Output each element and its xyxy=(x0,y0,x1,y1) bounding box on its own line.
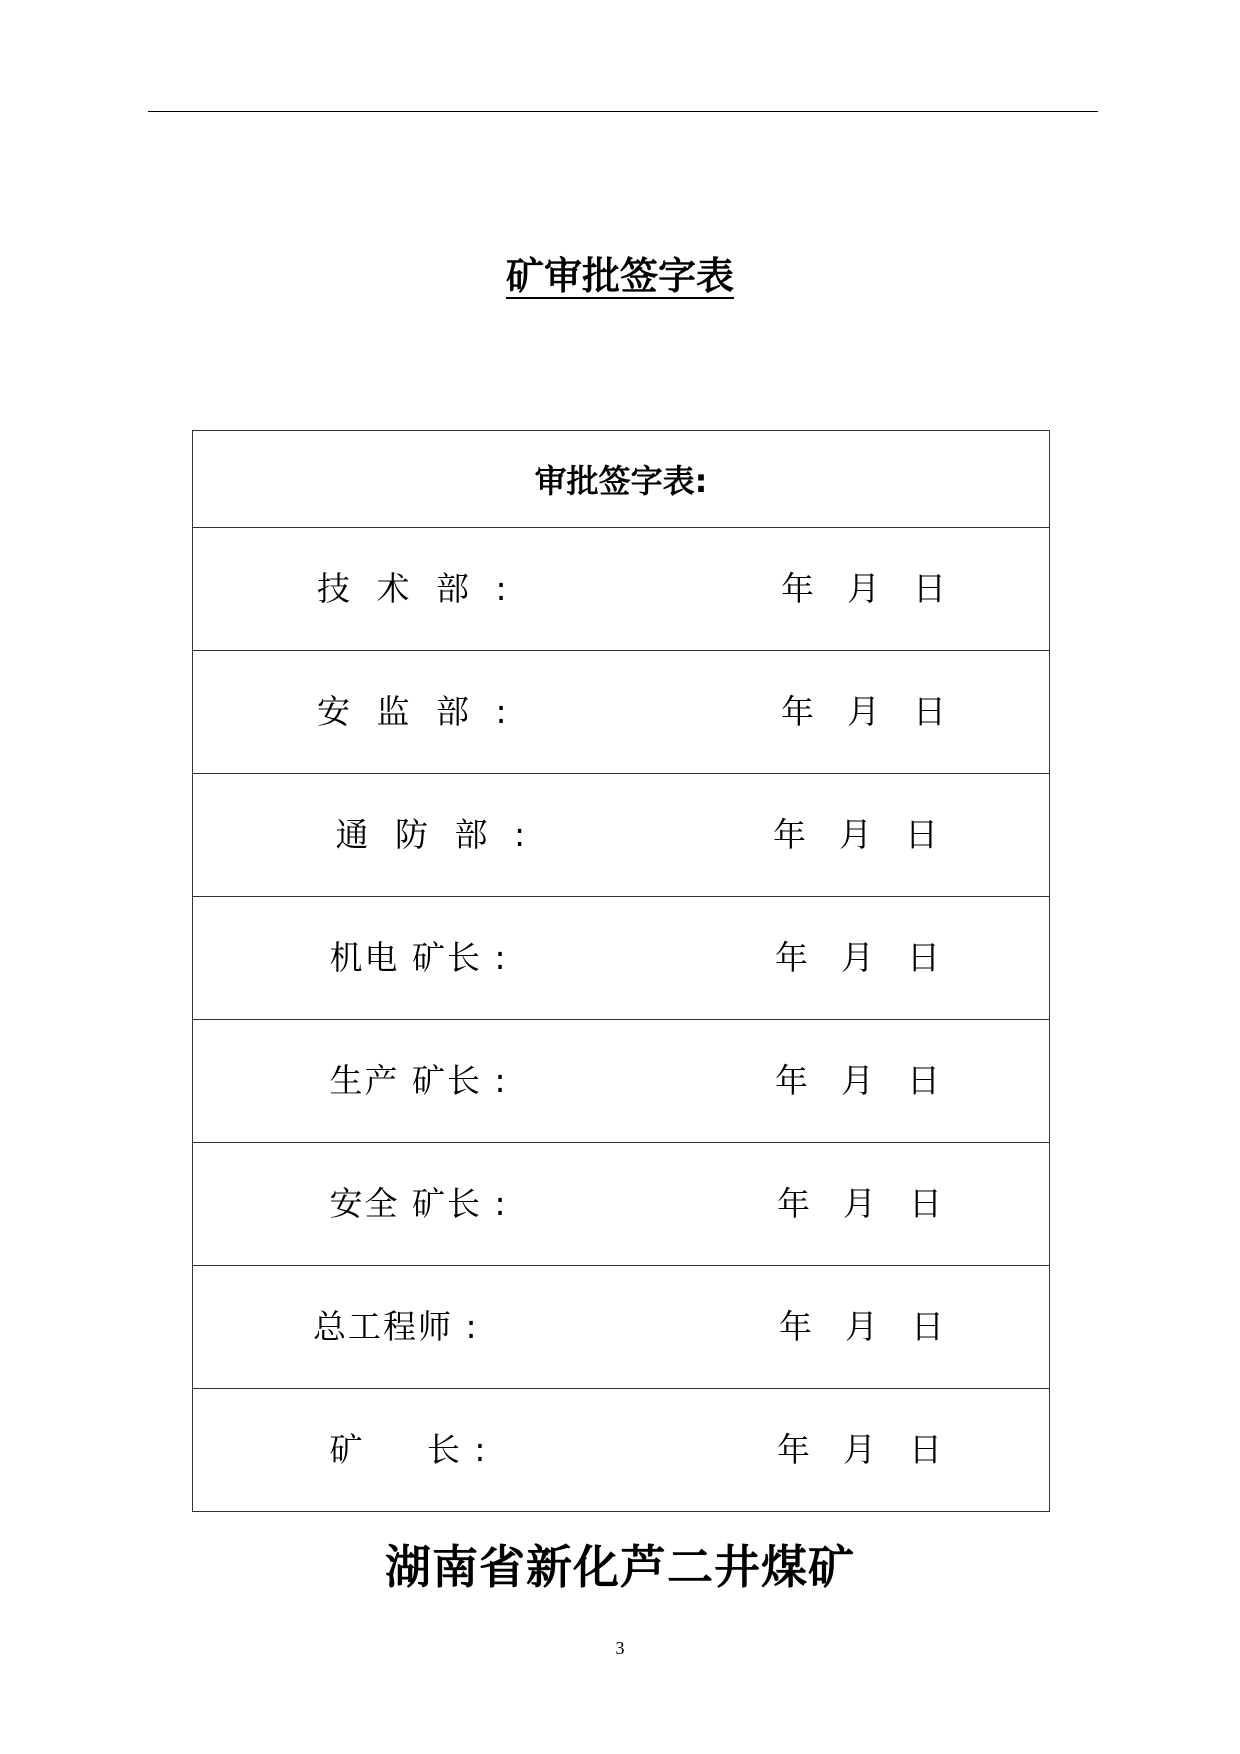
table-header-row xyxy=(193,431,1050,528)
header-rule xyxy=(148,111,1098,112)
table-row xyxy=(193,651,1050,774)
table-row xyxy=(193,1143,1050,1266)
signature-cell-production-manager xyxy=(193,1020,1050,1143)
signature-cell-mine-manager xyxy=(193,1389,1050,1512)
row-date-chief-engineer: 年 月 日 xyxy=(779,1307,948,1346)
row-date-electromech-manager: 年 月 日 xyxy=(775,938,944,977)
row-label-production-manager: 生产 矿长 : xyxy=(317,1061,508,1100)
row-label-tech-dept: 技 术 部 : xyxy=(317,569,515,608)
organization-name: 湖南省新化芦二井煤矿 xyxy=(385,1540,855,1594)
row-label-safety-manager: 安全 矿长 : xyxy=(317,1184,508,1223)
row-label-ventilation-dept: 通 防 部 : xyxy=(317,815,534,854)
table-row xyxy=(193,897,1050,1020)
row-date-mine-manager: 年 月 日 xyxy=(777,1430,946,1469)
row-label-mine-manager: 矿 长 : xyxy=(317,1430,488,1469)
approval-signature-table xyxy=(192,430,1050,1512)
row-date-safety-supervision-dept: 年 月 日 xyxy=(781,692,950,731)
signature-cell-ventilation-dept xyxy=(193,774,1050,897)
table-row xyxy=(193,1020,1050,1143)
row-label-safety-supervision-dept: 安 监 部 : xyxy=(317,692,515,731)
row-date-safety-manager: 年 月 日 xyxy=(777,1184,946,1223)
table-heading: 审批签字表: xyxy=(193,431,1050,528)
row-label-chief-engineer: 总工程师 : xyxy=(313,1307,479,1346)
document-title-text: 矿审批签字表 xyxy=(505,254,734,298)
signature-cell-safety-manager xyxy=(193,1143,1050,1266)
row-label-electromech-manager: 机电 矿长 : xyxy=(317,938,508,977)
table-row xyxy=(193,774,1050,897)
signature-cell-tech-dept xyxy=(193,528,1050,651)
table-row xyxy=(193,528,1050,651)
table-row xyxy=(193,1266,1050,1389)
row-date-production-manager: 年 月 日 xyxy=(775,1061,944,1100)
signature-cell-chief-engineer xyxy=(193,1266,1050,1389)
signature-cell-electromech-manager xyxy=(193,897,1050,1020)
page-number: 3 xyxy=(615,1638,625,1658)
signature-cell-safety-supervision-dept xyxy=(193,651,1050,774)
table-row xyxy=(193,1389,1050,1512)
document-title xyxy=(0,248,1240,304)
row-date-ventilation-dept: 年 月 日 xyxy=(773,815,942,854)
row-date-tech-dept: 年 月 日 xyxy=(781,569,950,608)
